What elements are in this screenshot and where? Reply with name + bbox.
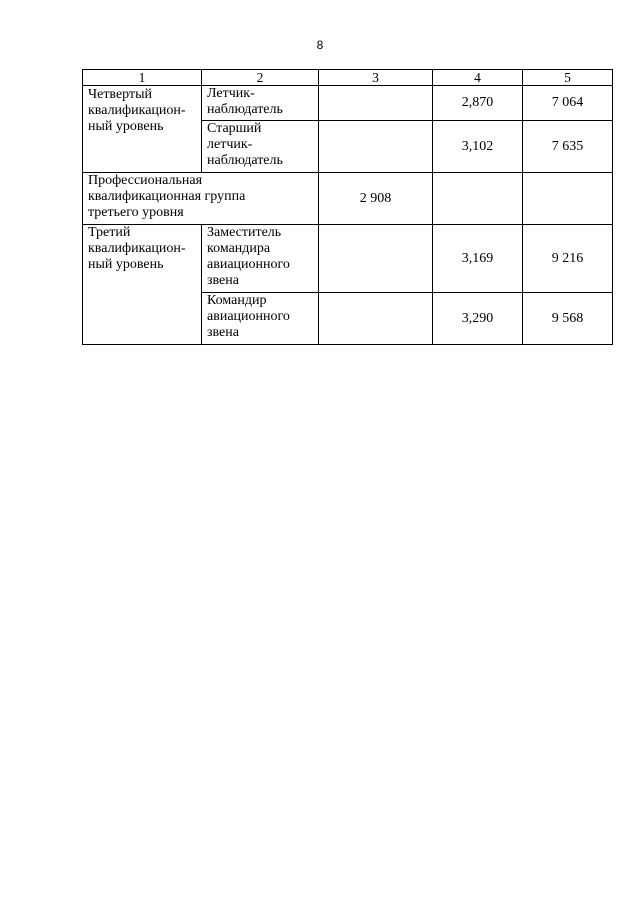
qualification-level-cell — [83, 86, 202, 173]
coefficient-cell: 3,102 — [433, 121, 523, 173]
coefficient-cell — [433, 173, 523, 225]
column-header: 2 — [202, 70, 319, 86]
position-cell — [202, 121, 319, 173]
position-cell — [202, 225, 319, 293]
professional-group-title: Профессиональная квалификационная группа третьего уровня — [88, 173, 246, 220]
salary-cell: 7 635 — [523, 121, 613, 173]
base-salary-cell — [319, 293, 433, 345]
position-cell — [202, 293, 319, 345]
qualification-level-text: Третий квалификацион-ный уровень — [88, 225, 186, 272]
salary-cell: 9 216 — [523, 225, 613, 293]
qualification-level-cell — [83, 225, 202, 345]
column-header: 3 — [319, 70, 433, 86]
table-row — [83, 86, 613, 121]
coefficient-cell: 3,290 — [433, 293, 523, 345]
salary-table — [82, 69, 613, 345]
position-text: Командир авиационного звена — [207, 293, 290, 340]
qualification-level-text: Четвертый квалификацион-ный уровень — [88, 87, 186, 134]
position-text: Заместитель командира авиационного звена — [207, 225, 290, 288]
table-row — [83, 225, 613, 293]
salary-cell: 7 064 — [523, 86, 613, 121]
base-salary-cell — [319, 225, 433, 293]
salary-cell — [523, 173, 613, 225]
table-row — [83, 173, 613, 225]
base-salary-cell: 2 908 — [319, 173, 433, 225]
table-header-row — [83, 70, 613, 86]
base-salary-cell — [319, 86, 433, 121]
page-number: 8 — [316, 38, 324, 52]
column-header: 1 — [83, 70, 202, 86]
position-text: Старший летчик-наблюдатель — [207, 121, 283, 168]
position-cell: Летчик-наблюдатель — [202, 86, 319, 121]
professional-group-title-cell — [83, 173, 319, 225]
column-header: 5 — [523, 70, 613, 86]
base-salary-cell — [319, 121, 433, 173]
column-header: 4 — [433, 70, 523, 86]
coefficient-cell: 3,169 — [433, 225, 523, 293]
coefficient-cell: 2,870 — [433, 86, 523, 121]
salary-cell: 9 568 — [523, 293, 613, 345]
